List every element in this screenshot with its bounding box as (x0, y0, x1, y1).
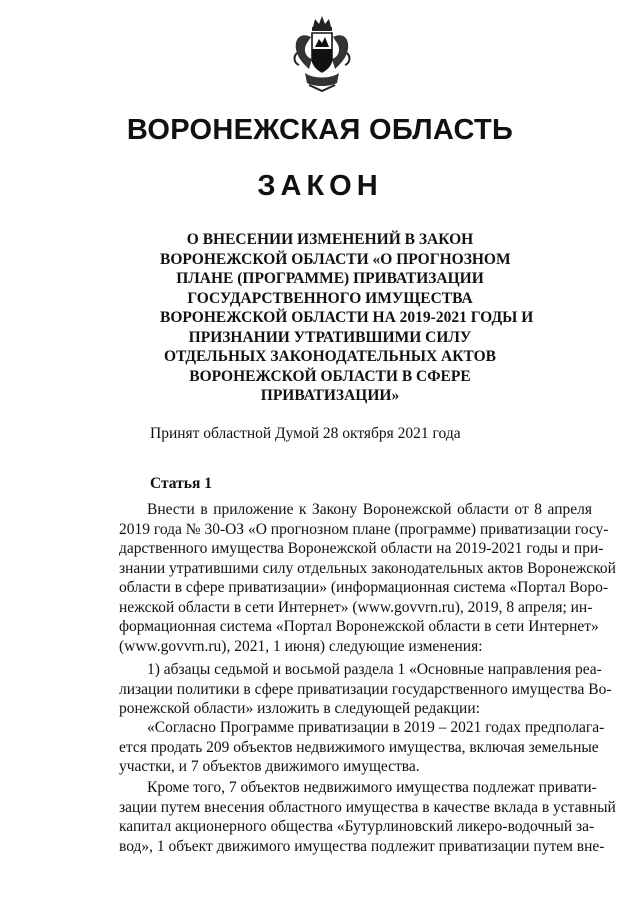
text-line: зации путем внесения областного имущества в качестве вклада в уставный (119, 798, 616, 816)
title-line: ВОРОНЕЖСКОЙ ОБЛАСТИ «О ПРОГНОЗНОМ (160, 250, 511, 268)
text-line: области в сфере приватизации» (информационная система «Портал Воро- (119, 579, 609, 596)
text-line: капитал акционерного общества «Бутурлиновский ликеро-водочный за- (119, 818, 595, 835)
title-line: ОТДЕЛЬНЫХ ЗАКОНОДАТЕЛЬНЫХ АКТОВ (163, 348, 497, 365)
text-line: дарственного имущества Воронежской области на 2019-2021 годы и при- (119, 540, 604, 557)
title-line: ПЛАНЕ (ПРОГРАММЕ) ПРИВАТИЗАЦИИ (176, 270, 484, 287)
title-line: ГОСУДАРСТВЕННОГО ИМУЩЕСТВА (187, 289, 473, 307)
article-paragraph-2 (119, 660, 612, 719)
region-name: ВОРОНЕЖСКАЯ ОБЛАСТЬ (126, 114, 514, 146)
article-paragraph-4 (119, 778, 616, 856)
document-type: ЗАКОН (257, 170, 383, 202)
text-line: знании утратившими силу отдельных законодательных актов Воронежской (119, 559, 616, 577)
text-line: вод», 1 объект движимого имущества подлежит приватизации путем вне- (119, 837, 605, 855)
text-line: ронежской области» изложить в следующей редакции: (119, 700, 480, 717)
article-paragraph-1 (119, 500, 616, 656)
title-line: ПРИВАТИЗАЦИИ» (260, 387, 400, 404)
text-line: Внести в приложение к Закону Воронежской области от 8 апреля (147, 501, 592, 518)
law-title (160, 230, 534, 406)
text-line: ется продать 209 объектов недвижимого имущества, включая земельные (119, 738, 599, 756)
coat-of-arms-icon (291, 13, 353, 93)
title-line: ПРИЗНАНИИ УТРАТИВШИМИ СИЛУ (188, 328, 472, 346)
text-line: участки, и 7 объектов движимого имущества. (119, 758, 420, 775)
text-line: «Согласно Программе приватизации в 2019 – 2021 годах предполага- (147, 719, 605, 736)
text-line: формационная система «Портал Воронежской области в сети Интернет» (119, 618, 599, 635)
title-line: ВОРОНЕЖСКОЙ ОБЛАСТИ НА 2019-2021 ГОДЫ И (160, 309, 534, 326)
text-line: 1) абзацы седьмой и восьмой раздела 1 «Основные направления реа- (147, 661, 602, 678)
text-line: нежской области в сети Интернет» (www.govvrn.ru), 2019, 8 апреля; ин- (119, 598, 593, 616)
title-line: ВОРОНЕЖСКОЙ ОБЛАСТИ В СФЕРЕ (189, 367, 471, 385)
adoption-date: Принят областной Думой 28 октября 2021 года (150, 425, 461, 442)
article-paragraph-3 (119, 718, 605, 777)
text-line: (www.govvrn.ru), 2021, 1 июня) следующие изменения: (119, 637, 483, 655)
text-line: 2019 года № 30-ОЗ «О прогнозном плане (программе) приватизации госу- (119, 520, 609, 538)
article-heading: Статья 1 (150, 475, 212, 492)
text-line: лизации политики в сфере приватизации государственного имущества Во- (119, 680, 612, 698)
title-line: О ВНЕСЕНИИ ИЗМЕНЕНИЙ В ЗАКОН (186, 231, 474, 248)
text-line: Кроме того, 7 объектов недвижимого имущества подлежат привати- (147, 779, 597, 796)
